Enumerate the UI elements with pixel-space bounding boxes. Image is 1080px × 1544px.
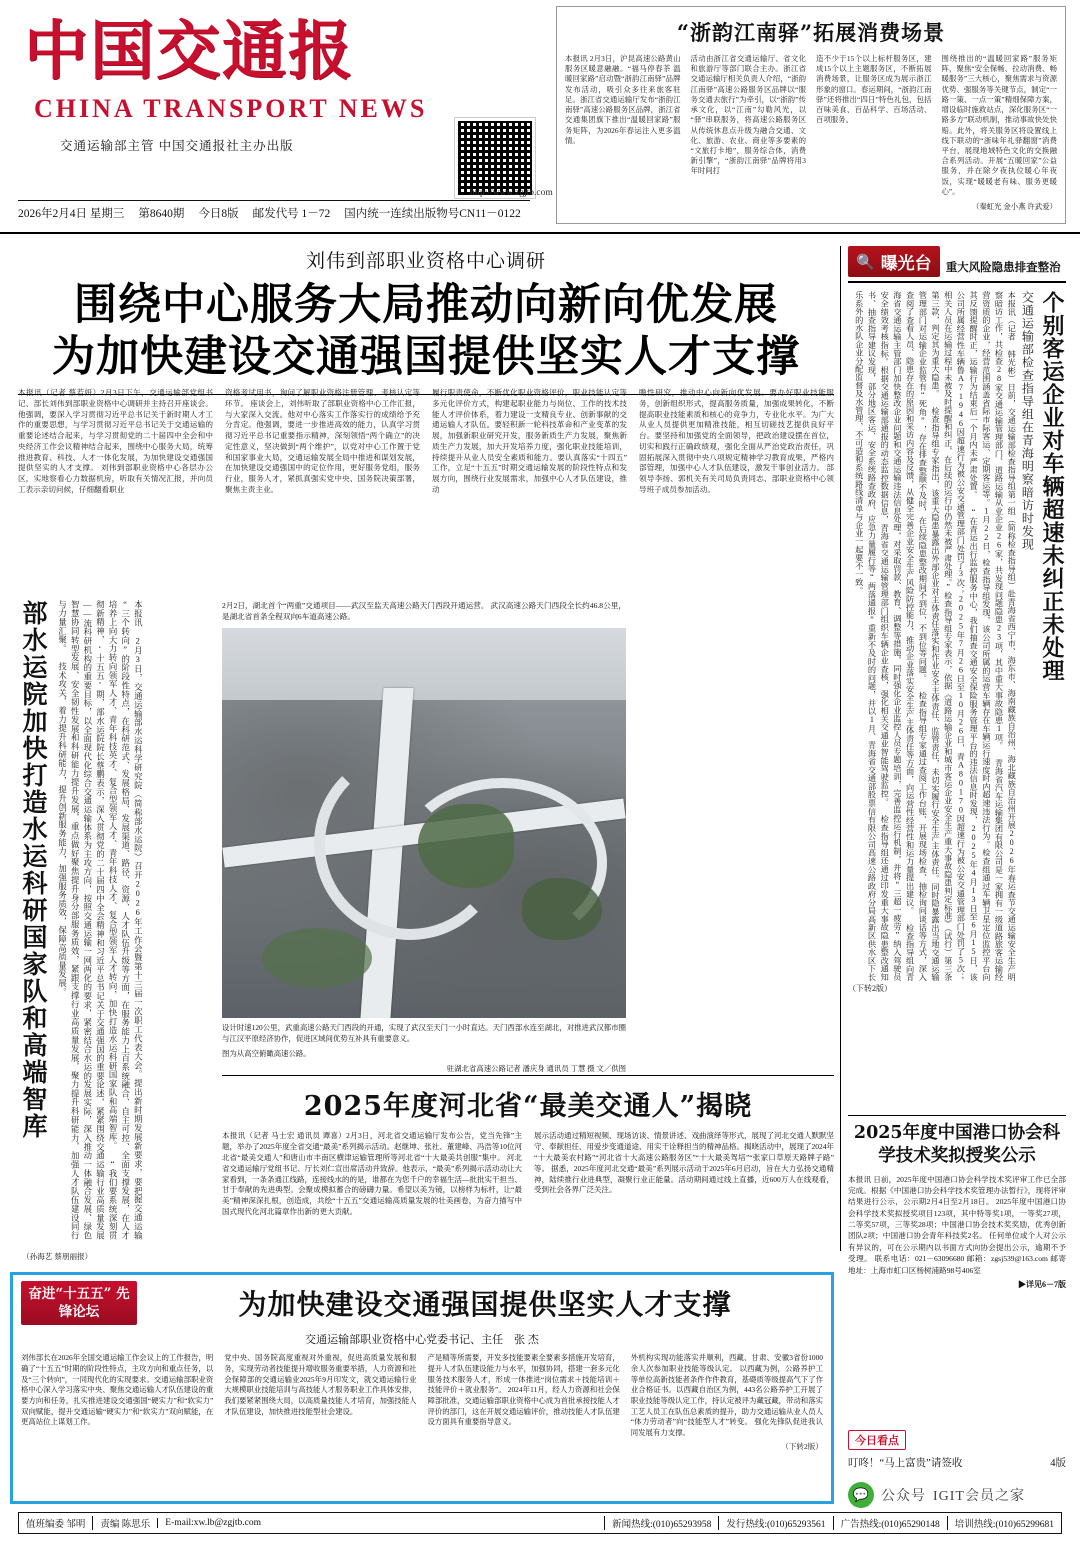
lead-headline-line2: 为加快建设交通强国提供坚实人才支撑 bbox=[52, 332, 800, 383]
photo-credit: 驻湖北省高速公路记者 潘庆身 通讯员 丁慧 摄 文／供图 bbox=[446, 1064, 626, 1074]
lead-article-header bbox=[18, 246, 834, 395]
expose-badge-label: 曝光台 bbox=[880, 254, 932, 274]
footer-training-hotline: 培训热线:(010)65299681 bbox=[947, 1516, 1061, 1530]
article-column: 本报讯（记者 马士宏 通讯员 谭喜）2月3日，河北省交通运输厅发布公告，党当先锋”主题，举办了2025年度全省交通“最美”系列揭示活动。赵继坤、张社、董建峰、冯浩等10位河北省“最美交通人”和唐山市丰南区横津运输管理所等河北省“十大最美共创服”集中。 河北省交通运输厅党组书记、厅长刘仁宣出席活动并致辞。他表示，“最美”系列揭示活动动让大家看到，一条条通江线路，连接线水的的是，谁都在为您千户的幸福生活—批批实干担当、甘于奉献的先进典型。会聚成模拟蓄合的磅礴力量。希望以美为镜，以榜样为标杆，让“最美”精神深深扎根，创造成，共绘“十五五”交通运输高质量发展的壮美画卷，为奋力描写中国式现代化河北篇章作出新的更大贡献。 bbox=[222, 1131, 522, 1217]
wechat-watermark bbox=[848, 1478, 1072, 1512]
award-more-link[interactable]: ▶详见6－7版 bbox=[1018, 1280, 1066, 1290]
newspaper-title-en: CHINA TRANSPORT NEWS bbox=[34, 94, 428, 123]
lead-headline-line1: 围绕中心服务大局推动向新向优发展 bbox=[74, 280, 778, 330]
hebei-rule bbox=[222, 1075, 834, 1076]
highway-interchange-photo bbox=[222, 628, 626, 1018]
magnifier-icon: 🔍 bbox=[856, 252, 875, 271]
expose-badge bbox=[848, 246, 940, 277]
masthead-meta bbox=[18, 205, 538, 221]
award-rule bbox=[848, 1115, 1066, 1116]
photo-article-lead: 2月2日，湖北首个“两重”交通项目——武汉至监天高速公路天门西段开通运营。 武汉高速公路天门西段全长约46.8公里，是湖北省首条全程双向6车道高速公路。 bbox=[222, 601, 626, 621]
article-column: 展示活动通过精短视频、现场访谈、情景讲述、戏曲演绎等形式，展现了河北交通人默默坚守、奉献担任、用爱步变通道途、用实干诠释担当的精神品格。揭晓活动中，展现了2024年“十大最美农村路”“河北省十大高速公路服务区”“十大最美驾培”“张家口草原天路牌子路”等。 据悉，2025年度河北交通“最美”系列展示活动于2025年6月启动，旨在大力弘扬交通精神，陆续推行业进典型，凝聚行业正能量。活动期间通过线上直播，近600万人在线观看，受到社会各界广泛关注。 bbox=[534, 1131, 834, 1195]
expose-headline: 个别客运企业对车辆超速未纠正未处理 bbox=[1039, 291, 1065, 682]
right-column bbox=[848, 246, 1066, 994]
today-highlight-item[interactable] bbox=[848, 1455, 1066, 1470]
forum-byline bbox=[21, 1331, 823, 1347]
masthead-cn-number: 国内统一连续出版物号CN11－0122 bbox=[344, 208, 521, 220]
expose-continued: （下转2版） bbox=[848, 984, 892, 993]
hebei-headline: 2025年度河北省“最美交通人”揭晓 bbox=[303, 1091, 753, 1122]
vertical-feature-body: 本报讯 2月3日，交通运输部水运科学研究院（简称部水运院）召开2026年工作会暨第十三届一次职工代表大会。提出新时期发展新要求，要把握交通运输“三个转向”的阶段性特点，在科研范式、发展格局、发展渠道、路径、资源、人才队伍升级等方面，在服务能力上百系统融合、自主可控、全面支撑发展，在人才培养上向大力转向领军人才、青年科技英才、复合型领军人才、青年科技人才、复合型领军人才转向，加快打造水运科研国家队和高端智库。 “我们要系统深刻贯彻新精神，‘十五五’期，部水运院院长蔡鹏表示，深入贯彻党的二十届四中全会精神和习近平总书记关于交通强国的重要论述，紧紧围绕交通运输行业高质量发展——流科研机构的重要目标，以全面现代化综合交通运输体系为主攻方向，按照交通运输一网两化的要求，紧密结合水运的发展实际，深入推动一体融合发展、绿色智慧协同转型发展、安全韧性发展和科研能力提升发展，重点做好聚焦提升身分部服务质效，紧跟支撑行业高质量发展，聚力提升科研能力，加强人才队伍建设同行与力量汇聚。 技术攻关，着力提升科研能力，提升创新服务能力，加强服务质效，保障高质量发展。 bbox=[57, 600, 143, 1240]
expose-body: 本报讯（记者 韩光彬）日前，交通运输部检查指导组第一组（简称检查指导组）赴青海省西宁市、海东市、海南藏族自治州、海北藏族自治州开展2026年春运查节交通运输安全生产明察暗访工作，共检查28家交通运输管理部门、道路运输从业企业26家，共发现问题隐患23项，其中重大事故隐患1项。 青海省汽车运输集团有限公司是一家拥有一级道路旅客运输经营资质的企业，经营范围涵盖省际市际客运、定期客运等。1月22日，检查指导组发现，该公司所属的运营车辆存在车辆运行速度时内超速违法行为。检查组通过车辆卫星定位监控平台向其反馈提醒时正，运输行为结束后一个月内未严肃处置。 “在青运出行监控服务中心，我们抽查交通安全保险服务管理平台的违法信息时发现，2025年4月13日至6月15日，该公司所属经营性车辆鲁A71946因超速行为被公安交通管理部门处罚了3次；2025年7月26日至10月26日，青A80170因超速行为被公安交通管理部门处罚了5次；相关人员在运输过程中未被及时提醒和纠正，在后续的运行中仍然未被严肃处理。”检查指导组专家表示，依据《道路运输企业和城市客运企业安全生产重大事故隐患判定标准》（试行）第三条第三款，判定其为重大隐患。 检查指导组专家指出，该重大隐患暴露出外部企业对主体责任落实和作业安全主体责任、监管责任，未切实履行安全生产主体责任。同时隐暴露出当地交通运输管理部门对运输企业监管有“死角”，存在排查整顺不及时，在后续隐患整改期间不到位、不到位等问题。 检查指导组专家通过查阅工作台账、开展现场检查、抽检询问谈话等方式，深入查阅了查看人员、隐患存在的原因和采访内容及反馈，从健全完善企业安全生产风险防控能力，推动企业落实安全生产主体责任等方面，向运营性经营性和运力量提出建议。 检查指导组向青海省交通运输主管部门加快整改企业问题和交通运输违法信息处理，对采取罚款、教育、调整等措施，同时强化企业监控人员专题培训，完善监控运行机制，并将“三超一疲劳”纳入驾驶员安全绩效考核指标。根据交通运输部通报的动态监控数据信息，青海省交通运输管理部门组织车辆企业查核，强化相关交通业智能驾驶监控。 检查指导组还通过印发重大事故隐患整改通知书、抽查指导建议发现，部分地区客运、安全系统路查政府、应急力量履行等“两落通报”重新不及时的问题，并以1月、青海省交通部股票信有限公司高速公路政府分局高新区供水区下长乐系外的水队企业分配监督及水管理，不可造和系统路线清单与企业一起要不一致。 bbox=[854, 291, 1017, 981]
article-column: 本报讯 2月3日，沪昆高速公路黄山服务区暖意融融。“福马停春茶 温暖回家路”启动暨“浙韵江南驿”品牌发布活动，吸引众多往来旅客驻足。浙江省交通运输厅发布“浙韵江南驿”高速公路服务区品牌，浙江省交通集团旗下推出“温暖回家路”服务矩阵，为2026年春运注入更多温情。 bbox=[565, 54, 681, 145]
photo-sky bbox=[222, 628, 626, 708]
wechat-label-left: 公众号 bbox=[881, 1489, 926, 1504]
masthead bbox=[0, 0, 1080, 234]
article-column: 履行职责使命，不断优化职业资格评价，职业技能认定等多元化评价方式，构建起职业能力与岗位、工作的技术技能人才评价体系，着力建设一支精良专业、创新事献的交通运输人才队伍。要轻积新一轮科技革命和产业变革的发展，加强新职业研究开发，服务新质生产力发展，聚焦新质生产力发展，加大开发培养力度，强化职业技能培训，持续提升从业人员安全素质和能力。要认真落实“十四五”工作，立足“十五五”时期交通运输发展的阶段性特点和发展方向，围绕行业发展需求，加强中心人才队伍建设，推动 bbox=[432, 388, 627, 495]
column-divider bbox=[840, 246, 841, 1251]
article-column: 活动由浙江省交通运输厅、省文化和旅游厅等部门联合主办。浙江省交通运输厅相关负责人介绍，“浙韵江南驿”高速公路服务区品牌以“服务交通去旅行”为牵引，以“浙韵”传承文化，以“江南”勾勒风光，以“驿”串联服务，将高速公路服务区从传统休息点升级为融合交通、文化、旅游、农业、商业等多要素的“文旅打卡地”，服务综合体，消费新引擎”，“浙韵江南驿”品牌将用3年时间打 bbox=[690, 54, 806, 176]
lead-article-body bbox=[18, 388, 834, 583]
forum-header bbox=[21, 1281, 823, 1325]
masthead-left bbox=[0, 0, 553, 232]
vertical-feature-signature: （孙海艺 蔡朋丽报） bbox=[22, 1252, 93, 1261]
today-highlights-title: 今日看点 bbox=[848, 1430, 906, 1450]
article-column: 外机构实现功能落实并顺利，西藏、甘肃、安徽3省份1000余人次参加职业技能等级认定。 以西藏为例，公路养护工等单位高新技能者条件作件教育，基礎质等级提高气下了作业合格证书。以西藏自治区为例，443名公路养护工开展了职业技能等级认定工作，持认定被评为藏冠藏，带动和落实工艺人员工在队伍总素质的提升，助力交通运输从业人员人“体力劳动者”向“技能型人才”转变。 强化先锋队促进我认同发展有力支撑。 bbox=[630, 1353, 823, 1438]
footer-duty-editor: 值班编委 邹明 bbox=[26, 1520, 86, 1530]
page-footer bbox=[18, 1512, 1062, 1534]
wechat-label-right: IGIT会员之家 bbox=[933, 1489, 1025, 1504]
forum-headline: 为加快建设交通强国提供坚实人才支撑 bbox=[238, 1288, 732, 1321]
footer-editor: 责编 陈思乐 bbox=[92, 1516, 157, 1530]
forum-continued: （下转2版） bbox=[781, 1441, 823, 1451]
vertical-feature-article bbox=[18, 600, 214, 1260]
article-column: 围绕推出的“温暖回家路”服务矩阵，聚焦“安全保畅、拉动消费、畅暖服务”三大核心，聚焦需求与资源优势、强服务等关键节点，制定“一路一策、一点一策”精细保障方案，增设临时施救站点，深化服务区“一路多方”联动机制，推动事故快处快赔。此外，将关服务区将设置线上线下联动的“浙味年礼驿翻窗”消费平台，展现地域特色文化的交换融合系列活动。开展“五暖回家”公益服务，并在除夕夜执位暖心年夜饭，实现“暖暖老有味、服务更暖心”。 bbox=[941, 54, 1057, 196]
expose-subhead: 交通运输部检查指导组在青海明察暗访时发现 bbox=[1020, 291, 1035, 551]
masthead-pages: 今日8版 bbox=[198, 208, 239, 220]
article-column: 瞻性研究，推动中心向新向优发展。要办好职业技能服务，创新组织形式，提高服务质量，加强成果转化，不断提高职业技能素质和核心的竞争力，专业化水平。为广大从业人员提供更加精准技能，相互切磋技艺提供良好平台。要坚持和加强党的全面领导，把政治建设摆在首位，切实和践行正确政绩观，强化全面从严治党政治责任，巩固拓展深入贯彻中央八项规定精神学习教育成果，严格内部管理，加强中心人才队伍建设，激发干事创业活力。 部领导李扬、郭机关有关司局负责同志、部职业资格中心领导班子成员参加活动。 bbox=[639, 388, 834, 495]
footer-distribution-hotline: 发行热线:(010)65293561 bbox=[718, 1516, 832, 1530]
qr-code-icon[interactable] bbox=[455, 118, 535, 198]
photo-greenery-1 bbox=[418, 804, 514, 888]
forum-byline-role: 交通运输部职业资格中心党委书记、主任 bbox=[305, 1334, 504, 1347]
footer-ads-hotline: 广告热线:(010)65290148 bbox=[833, 1516, 947, 1530]
today-item-page: 4版 bbox=[1050, 1458, 1066, 1469]
masthead-postcode: 邮发代号 1－72 bbox=[252, 208, 331, 220]
forum-badge: 奋进“十五五” 先锋论坛 bbox=[21, 1281, 137, 1325]
expose-article bbox=[848, 291, 1066, 981]
photo-article bbox=[222, 600, 626, 1074]
hebei-columns bbox=[222, 1131, 834, 1218]
forum-byline-name: 张 杰 bbox=[514, 1334, 539, 1347]
award-body: 本报讯 日前，2025年度中国港口协会科学技术奖评审工作已全部完成。根据《中国港口协会科学技术奖管理办法暂行》，现将评审结果进行公示，公示期2月4日至2月18日。 2025年度中国港口协会科学技术奖拟授奖项目123项，其中特等奖1项，一等奖27项，二等奖57项，三等奖28项；中国港口协会技术奖奖励，优秀创新团队2项；中国港口协会青年科技奖2名。 任何单位或个人对公示有异议的，可在公示期内以书面方式向协会提出公示，逾期不予受理。 联系电话：021－63096680 邮箱：zgsj539@163.com 邮寄地址：上海市虹口区杨树浦路98号406室 bbox=[848, 1174, 1066, 1275]
forum-box bbox=[10, 1272, 834, 1504]
top-right-columns bbox=[565, 54, 1057, 197]
article-column: 造不少于15个以上标杆服务区，建成15个以上主题服务区，不断拓展消费场景，让服务区成为展示浙江形象的窗口。春运期间，“浙韵江南驿”还将推出“四日”特色礼包，包括百味美食、百品科学、百场活动、百项服务。 bbox=[816, 54, 932, 125]
vertical-feature-title: 部水运院加快打造水运科研国家队和高端智库 bbox=[19, 600, 48, 1140]
article-column: 产是精等所需要，开发多技能要素全要素多措施开发培育，提升人才队伍建设能力与水平，加强协同，搭建一套多元化服务技术服务人才，形成一体推进“岗位需求＋技能培训＋技能评价＋就业服务”。 2024年11月，经人力资源和社会保障部批准，交通运输部职业资格中心成为首批承接技能人才评价的部门，这在开展交通运输评价，推动技能人才队伍建设方面具有重要指导意义。 bbox=[427, 1353, 620, 1427]
article-column: 党中央、国务院高度重视对外重视，促进高质量发展和服务，实现劳动者技能提升增收服务重要举措，人力资源和社会保障部的交通运输业2025年9月印发文，就交通运输行业大规模职业技能培训与高技能人才服务职业工作具体安排，我们要紧紧围绕大局，以高质量技能人才培育，加强技能人才队伍建设，加快推进技能型社会建设。 bbox=[224, 1353, 417, 1416]
masthead-rule bbox=[18, 200, 530, 201]
masthead-url[interactable]: http://www.zgjtb.com bbox=[470, 188, 553, 198]
masthead-date: 2026年2月4日 星期三 bbox=[18, 208, 125, 220]
newspaper-title-cn: 中国交通报 bbox=[24, 14, 354, 89]
expose-rule bbox=[848, 281, 1066, 283]
photo-greenery-3 bbox=[262, 928, 372, 988]
masthead-issue: 第8640期 bbox=[138, 208, 185, 220]
article-column: 刘伟部长在2026年全国交通运输工作会议上的工作报告，明确了“十五五”时期的阶段性特点，主攻方向和重点任务，以及“三个转向”，一同现代化的实现要求。交通运输部职业资格中心深入学习落实中央、聚焦交通运输人才队伍建设的重要方向和任务，扎实推进建设交通强国“硬实力”和“软实力”双向赋能，提升交通运输“硬实力”和“软实力”双向赋能，在更高站位上谋划工作。 bbox=[21, 1353, 214, 1427]
expose-header bbox=[848, 246, 1066, 277]
footer-news-hotline: 新闻热线:(010)65293958 bbox=[604, 1516, 718, 1530]
today-item-label: 叮咚！“马上富贵”请签收 bbox=[848, 1458, 963, 1469]
today-highlights-box bbox=[848, 1430, 1066, 1470]
article-column: 资格考试用书，询问了解职业资格注册管理、考核认定等环节。 座谈会上，刘伟听取了部职业资格中心工作汇报，与大家深入交流。他对中心落实工作落实行的成绩给予充分肯定。他强调，要进一步推进高效的能力，认真学习贯彻习近平总书记重要指示精神，深刻领悟“两个确立”的决定性意义，坚决做到“两个维护”，以党对中心工作置于党和国家事业大局，交通运输发展全局中推进和谋划发展，在加快建设交通强国中的定位作用，更好服务党组，服务行业，服务人才，紧抓真强实党中央、国务院决策部署，聚焦主责主业。 bbox=[225, 388, 420, 495]
photo-greenery-2 bbox=[522, 878, 602, 940]
article-column: 本报讯（记者 蔡若妍）2月3日下午，交通运输部党组书记、部长刘伟到部职业资格中心调研并主持召开座谈会。他强调，要深入学习贯彻习近平总书记关于新时期人才工作的重要思想，与学习贯彻习近平总书记关于交通运输的重要论述结合起来，与学习贯彻党的二十届四中全会和中央经济工作会议精神结合起来，围绕中心服务大局，统筹推进教育、科技、人才一体化发展，为加快建设交通强国提供坚实的人才支撑。 刘伟到部职业资格中心各层办公区，实地察看心力数据机房，听取有关情况汇报，并向员工表示亲切问候，仔细翻看职业 bbox=[18, 388, 213, 495]
top-right-article bbox=[556, 6, 1066, 224]
top-right-headline: “浙韵江南驿”拓展消费场景 bbox=[676, 20, 946, 45]
photo-caption: 设计时速120公里，武重高速公路天门西段的开通，实现了武汉至天门一小时直达。天门西部水连至湖北，对推进武汉都市圈与江汉平原经济协作，促进区域间优势互补具有重要意义。 bbox=[222, 1023, 626, 1043]
masthead-sponsor: 交通运输部主管 中国交通报社主办出版 bbox=[60, 139, 294, 153]
wechat-icon: 💬 bbox=[848, 1482, 874, 1508]
award-notice bbox=[848, 1115, 1066, 1290]
hebei-article bbox=[222, 1075, 834, 1218]
photo-figure-caption: 图为从高空俯瞰高速公路。 bbox=[222, 1049, 311, 1059]
footer-email[interactable]: E-mail:xw.lb@zgjtb.com bbox=[157, 1518, 604, 1528]
expose-subtitle: 重大风险隐患排查整治 bbox=[945, 262, 1061, 274]
top-right-signature: （秦虹光 金小燕 许武爱） bbox=[972, 202, 1057, 212]
award-headline: 2025年度中国港口协会科学技术奖拟授奖公示 bbox=[853, 1123, 1061, 1166]
forum-columns bbox=[21, 1353, 823, 1438]
lead-kicker: 刘伟到部职业资格中心调研 bbox=[305, 251, 546, 272]
